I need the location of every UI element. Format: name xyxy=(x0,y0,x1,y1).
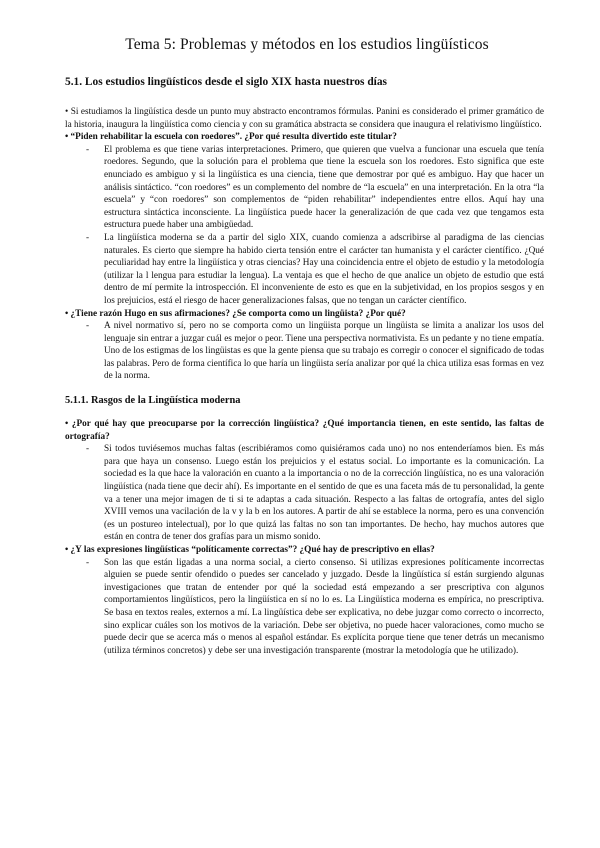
answer-list-4 xyxy=(70,557,544,658)
question-4: • ¿Y las expresiones lingüísticas “políticamente correctas”? ¿Qué hay de prescriptivo en ellas? xyxy=(65,545,435,555)
question-1: • “Piden rehabilitar la escuela con roedores”. ¿Por qué resulta divertido este titular? xyxy=(65,132,397,143)
question-2: • ¿Tiene razón Hugo en sus afirmaciones? ¿Se comporta como un lingüista? ¿Por qué? xyxy=(65,308,406,319)
intro-paragraph: • Si estudiamos la lingüística desde un punto muy abstracto encontramos fórmulas. Panini es considerado el primer gramático de la historia, inaugura la lingüística como ciencia y con su gramática abstracta se considera que inaugura el relativismo lingüístico. xyxy=(65,107,544,130)
document-title: Tema 5: Problemas y métodos en los estudios lingüísticos xyxy=(125,36,489,53)
answer-item: - Son las que están ligadas a una norma social, a cierto consenso. Si utilizas expresiones políticamente incorrectas alguien se puede sentir ofendido o puedes ser cancelado y juzgado. Desde la lingüística sí están surgiendo algunas investigaciones que tratan de entender por qué la sociedad está empezando a ser prescriptiva con algunos comportamientos lingüísticos, pero la lingüística en sí no lo es. La Lingüística moderna es empírica, no prescriptiva. Se basa en textos reales, externos a mí. La lingüística debe ser explicativa, no debe juzgar como correcto o incorrecto, sino explicar cuáles son los motivos de la variación. Debe ser objetiva, no puede hacer valoraciones, como mucho se puede decir que se acerca más o menos al español estándar. Es explícita porque tiene que tener detrás un mecanismo (utiliza términos concretos) y debe ser una investigación transparente (mostrar la metodología que he utilizado). xyxy=(70,557,544,658)
answer-list-1 xyxy=(70,144,544,308)
answer-list-2 xyxy=(70,320,544,383)
answer-item: - El problema es que tiene varias interpretaciones. Primero, que quieren que vuelva a funcionar una escuela que tenía roedores. Segundo, que la solución para el problema que tiene la escuela son los roedores. Esto significa que este enunciado es ambiguo y si la lingüística es una ciencia, tiene que demostrar por qué es ambiguo. Hay que hacer un análisis sintáctico. “con roedores” es un complemento del nombre de “la escuela” en una interpretación. En la otra “la escuela” y “con roedores” son complementos de “piden rehabilitar” independientes entre ellos. Aquí hay una estructura sintáctica inconsciente. La lingüística puede hacer la generalización de que cada vez que tengamos esta estructura puede haber una ambigüedad. xyxy=(70,144,544,232)
answer-list-3 xyxy=(70,443,544,544)
answer-item: - La lingüística moderna se da a partir del siglo XIX, cuando comienza a adscribirse al paradigma de las ciencias naturales. Es cierto que siempre ha habido cierta tensión entre el carácter tan humanista y el carácter científico. ¿Qué peculiaridad hay entre la lingüística y otras ciencias? Hay una coincidencia entre el objeto de estudio y la metodología (utilizar la l lengua para estudiar la lengua). La ventaja es que el hecho de que analice un objeto de estudio que está dentro de mí permite la introspección. El inconveniente de esto es que en la subjetividad, en los propios sesgos y en los prejuicios, está el riesgo de hacer generalizaciones falsas, que no tengan un carácter científico. xyxy=(70,232,544,308)
section-heading: 5.1. Los estudios lingüísticos desde el siglo XIX hasta nuestros días xyxy=(65,76,387,88)
subsection-heading: 5.1.1. Rasgos de la Lingüística moderna xyxy=(65,395,241,407)
answer-item: - A nivel normativo sí, pero no se comporta como un lingüista porque un lingüista se limita a analizar los usos del lenguaje sin entrar a juzgar cuál es mejor o peor. Tiene una perspectiva normativista. Es un pedante y no tiene empatía. Uno de los estigmas de los lingüistas es que la gente piensa que su trabajo es corregir o conocer el significado de todas las palabras. Pero de forma científica lo que haría un lingüista sería analizar por qué la chica utiliza esas formas en vez de la norma. xyxy=(70,320,544,383)
answer-item: - Si todos tuviésemos muchas faltas (escribiéramos como quisiéramos cada uno) no nos entenderíamos bien. Es más para que haya un consenso. Luego están los prejuicios y el estatus social. Lo importante es la comunicación. La sociedad es la que hace la valoración en cuanto a la importancia o no de la corrección lingüística, no es una valoración lingüística (nada tiene que decir ahí). Es importante en el sentido de que es una faceta más de tu personalidad, la gente va a tener una mejor imagen de ti si te adaptas a cada situación. Respecto a las faltas de ortografía, antes del siglo XVIII vemos una vacilación de la v y la b en los autores. A partir de ahí se establece la norma, pero es una convención (es un postureo intelectual), por lo que quizá las faltas no son tan importantes. De hecho, hay muchos autores que están en contra de tener dos grafías para un mismo sonido. xyxy=(70,443,544,544)
question-3: • ¿Por qué hay que preocuparse por la corrección lingüística? ¿Qué importancia tienen, en este sentido, las faltas de ortografía? xyxy=(65,419,544,442)
